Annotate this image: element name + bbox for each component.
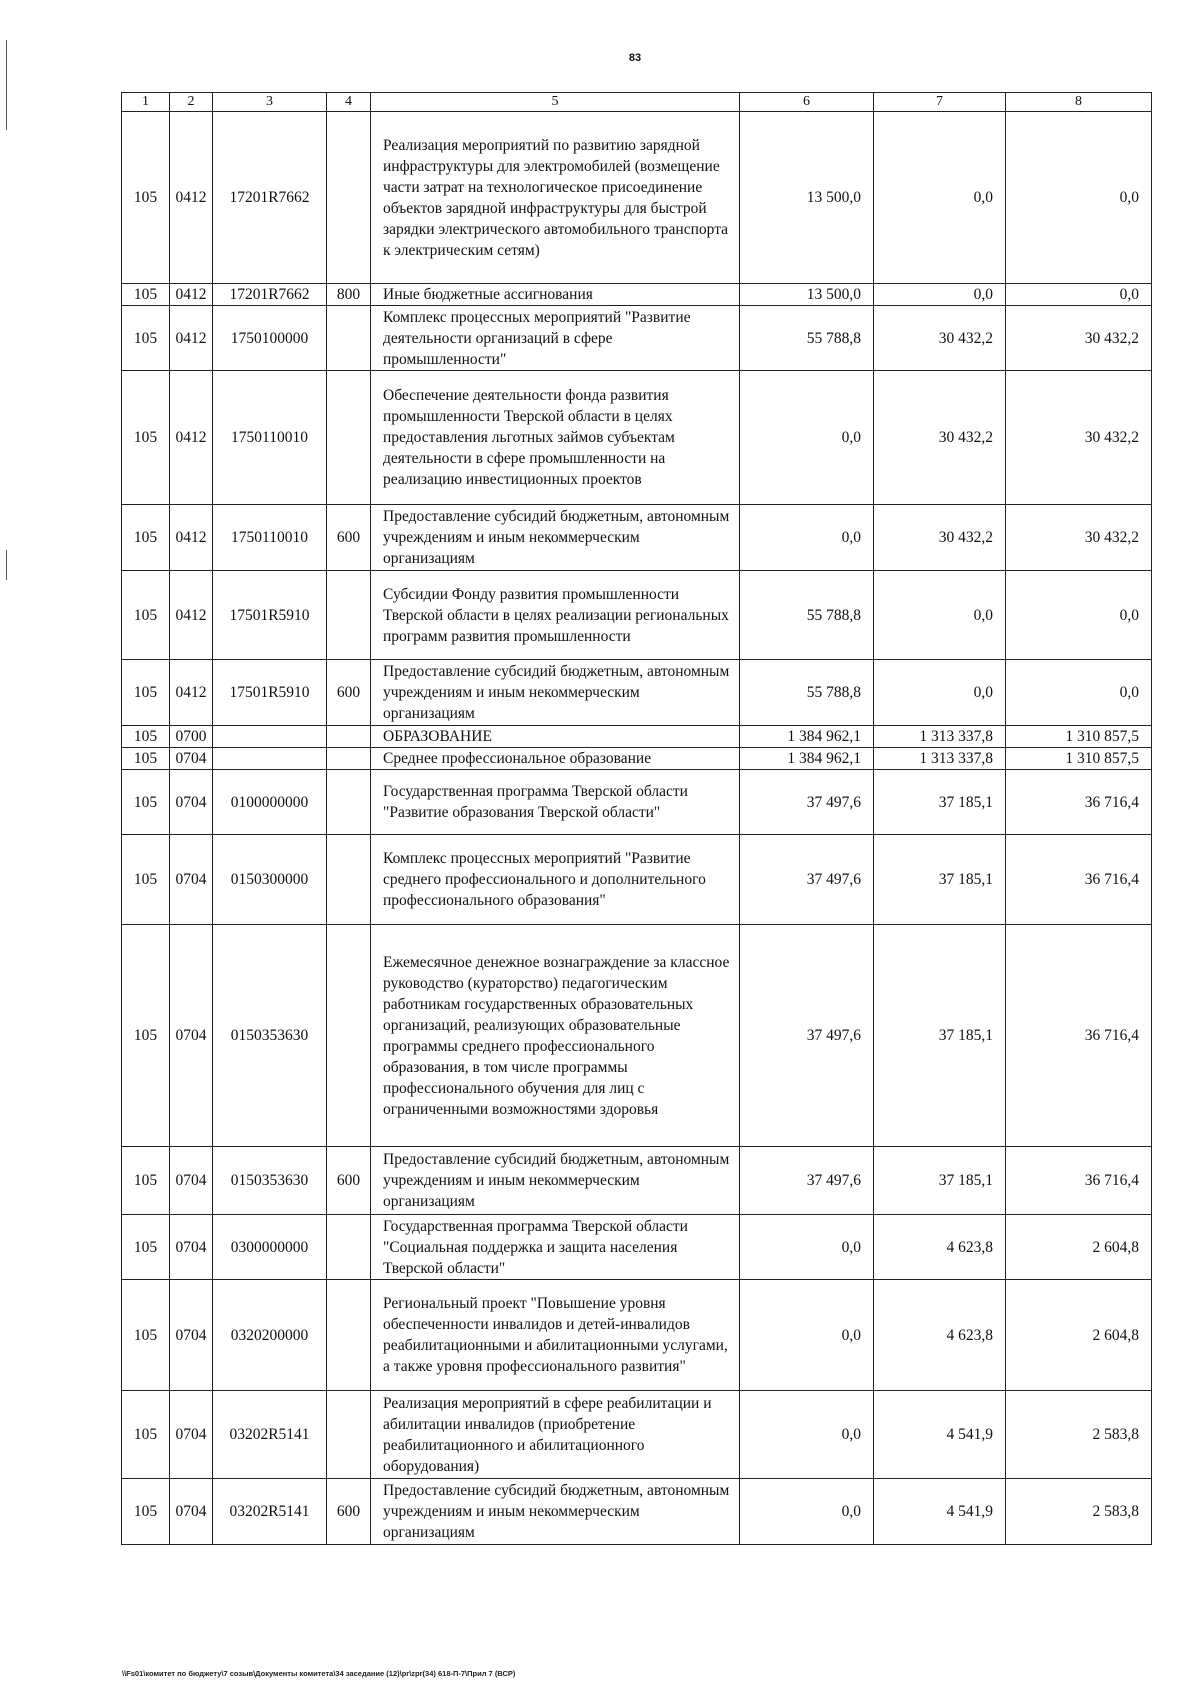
cell-admin-code: 105 <box>122 1479 170 1545</box>
cell-amount-year-1: 13 500,0 <box>740 112 874 284</box>
table-row <box>122 112 1152 284</box>
cell-expense-type: 600 <box>327 1147 371 1215</box>
cell-description: Иные бюджетные ассигнования <box>371 284 740 306</box>
cell-target-article: 0300000000 <box>213 1215 327 1280</box>
cell-section-code: 0412 <box>170 571 213 660</box>
cell-expense-type <box>327 925 371 1147</box>
column-header: 7 <box>874 93 1006 112</box>
table-row <box>122 660 1152 726</box>
cell-expense-type <box>327 1280 371 1391</box>
cell-amount-year-3: 2 583,8 <box>1006 1479 1152 1545</box>
table-row <box>122 1391 1152 1479</box>
cell-amount-year-3: 0,0 <box>1006 284 1152 306</box>
cell-target-article: 1750110010 <box>213 371 327 505</box>
cell-section-code: 0704 <box>170 748 213 770</box>
cell-expense-type: 600 <box>327 505 371 571</box>
cell-amount-year-1: 37 497,6 <box>740 770 874 835</box>
table-row <box>122 505 1152 571</box>
cell-target-article: 0320200000 <box>213 1280 327 1391</box>
budget-table <box>121 92 1152 1545</box>
column-header: 6 <box>740 93 874 112</box>
cell-section-code: 0412 <box>170 505 213 571</box>
cell-expense-type <box>327 1215 371 1280</box>
cell-admin-code: 105 <box>122 1280 170 1391</box>
cell-target-article: 0150300000 <box>213 835 327 925</box>
cell-expense-type <box>327 371 371 505</box>
file-path-footer: \\Fs01\комитет по бюджету\7 созыв\Документы комитета\34 заседание (12)\pr\zpr(34) 618-П-7\Прил 7 (ВСР) <box>122 1669 516 1678</box>
cell-description: Ежемесячное денежное вознаграждение за классное руководство (кураторство) педагогическим работникам государственных образовательных организаций, реализующих образовательные программы среднего профессионального образования, в том числе программы профессионального обучения для лиц с ограниченными возможностями здоровья <box>371 925 740 1147</box>
cell-section-code: 0704 <box>170 1479 213 1545</box>
cell-description: Предоставление субсидий бюджетным, автономным учреждениям и иным некоммерческим организациям <box>371 505 740 571</box>
cell-amount-year-1: 0,0 <box>740 1479 874 1545</box>
cell-amount-year-3: 30 432,2 <box>1006 371 1152 505</box>
cell-expense-type <box>327 112 371 284</box>
cell-admin-code: 105 <box>122 726 170 748</box>
cell-expense-type <box>327 770 371 835</box>
cell-section-code: 0412 <box>170 284 213 306</box>
cell-expense-type <box>327 571 371 660</box>
cell-expense-type <box>327 306 371 371</box>
cell-admin-code: 105 <box>122 770 170 835</box>
cell-expense-type: 600 <box>327 1479 371 1545</box>
cell-section-code: 0412 <box>170 660 213 726</box>
cell-amount-year-2: 30 432,2 <box>874 306 1006 371</box>
cell-amount-year-2: 37 185,1 <box>874 1147 1006 1215</box>
cell-amount-year-2: 1 313 337,8 <box>874 726 1006 748</box>
cell-admin-code: 105 <box>122 112 170 284</box>
cell-amount-year-2: 1 313 337,8 <box>874 748 1006 770</box>
table-row <box>122 371 1152 505</box>
cell-description: Обеспечение деятельности фонда развития промышленности Тверской области в целях предоставления льготных займов субъектам деятельности в сфере промышленности на реализацию инвестиционных проектов <box>371 371 740 505</box>
cell-amount-year-1: 13 500,0 <box>740 284 874 306</box>
header-row <box>122 93 1152 112</box>
cell-description: Предоставление субсидий бюджетным, автономным учреждениям и иным некоммерческим организациям <box>371 660 740 726</box>
cell-section-code: 0700 <box>170 726 213 748</box>
cell-admin-code: 105 <box>122 505 170 571</box>
cell-section-code: 0412 <box>170 306 213 371</box>
cell-section-code: 0704 <box>170 835 213 925</box>
cell-admin-code: 105 <box>122 1147 170 1215</box>
column-header: 3 <box>213 93 327 112</box>
cell-admin-code: 105 <box>122 835 170 925</box>
cell-admin-code: 105 <box>122 925 170 1147</box>
table-row <box>122 284 1152 306</box>
cell-amount-year-2: 0,0 <box>874 284 1006 306</box>
cell-amount-year-2: 30 432,2 <box>874 505 1006 571</box>
table-row <box>122 1280 1152 1391</box>
cell-target-article: 17501R5910 <box>213 571 327 660</box>
cell-description: Комплекс процессных мероприятий "Развитие деятельности организаций в сфере промышленности" <box>371 306 740 371</box>
cell-description: Среднее профессиональное образование <box>371 748 740 770</box>
column-header: 5 <box>371 93 740 112</box>
table-row <box>122 1147 1152 1215</box>
cell-target-article: 03202R5141 <box>213 1479 327 1545</box>
cell-amount-year-1: 55 788,8 <box>740 660 874 726</box>
cell-admin-code: 105 <box>122 284 170 306</box>
cell-amount-year-1: 0,0 <box>740 1280 874 1391</box>
cell-amount-year-3: 30 432,2 <box>1006 306 1152 371</box>
cell-amount-year-2: 0,0 <box>874 660 1006 726</box>
cell-target-article: 0100000000 <box>213 770 327 835</box>
cell-admin-code: 105 <box>122 1391 170 1479</box>
column-header: 2 <box>170 93 213 112</box>
table-row <box>122 770 1152 835</box>
cell-target-article: 1750100000 <box>213 306 327 371</box>
cell-admin-code: 105 <box>122 306 170 371</box>
cell-target-article <box>213 726 327 748</box>
cell-description: Предоставление субсидий бюджетным, автономным учреждениям и иным некоммерческим организациям <box>371 1147 740 1215</box>
cell-amount-year-1: 37 497,6 <box>740 835 874 925</box>
cell-amount-year-2: 0,0 <box>874 571 1006 660</box>
cell-amount-year-2: 0,0 <box>874 112 1006 284</box>
cell-amount-year-2: 4 623,8 <box>874 1280 1006 1391</box>
column-header: 4 <box>327 93 371 112</box>
cell-admin-code: 105 <box>122 660 170 726</box>
cell-amount-year-2: 4 541,9 <box>874 1479 1006 1545</box>
cell-amount-year-1: 0,0 <box>740 505 874 571</box>
cell-description: Государственная программа Тверской области "Развитие образования Тверской области" <box>371 770 740 835</box>
cell-amount-year-1: 55 788,8 <box>740 571 874 660</box>
cell-admin-code: 105 <box>122 748 170 770</box>
cell-expense-type <box>327 726 371 748</box>
cell-section-code: 0704 <box>170 1215 213 1280</box>
cell-amount-year-1: 37 497,6 <box>740 1147 874 1215</box>
cell-target-article: 1750110010 <box>213 505 327 571</box>
cell-description: Региональный проект "Повышение уровня обеспеченности инвалидов и детей-инвалидов реабилитационными и абилитационными услугами, а также уровня профессионального развития" <box>371 1280 740 1391</box>
cell-section-code: 0412 <box>170 112 213 284</box>
cell-description: Реализация мероприятий по развитию зарядной инфраструктуры для электромобилей (возмещение части затрат на технологическое присоединение объектов зарядной инфраструктуры для быстрой зарядки электрического автомобильного транспорта к электрическим сетям) <box>371 112 740 284</box>
cell-expense-type <box>327 1391 371 1479</box>
cell-target-article: 03202R5141 <box>213 1391 327 1479</box>
cell-description: ОБРАЗОВАНИЕ <box>371 726 740 748</box>
cell-target-article: 0150353630 <box>213 925 327 1147</box>
cell-description: Реализация мероприятий в сфере реабилитации и абилитации инвалидов (приобретение реабилитационного и абилитационного оборудования) <box>371 1391 740 1479</box>
cell-amount-year-3: 2 604,8 <box>1006 1215 1152 1280</box>
cell-amount-year-1: 1 384 962,1 <box>740 748 874 770</box>
cell-target-article: 0150353630 <box>213 1147 327 1215</box>
cell-amount-year-3: 36 716,4 <box>1006 1147 1152 1215</box>
cell-amount-year-1: 0,0 <box>740 1215 874 1280</box>
table-row <box>122 1479 1152 1545</box>
table-row <box>122 748 1152 770</box>
cell-amount-year-2: 30 432,2 <box>874 371 1006 505</box>
cell-amount-year-3: 36 716,4 <box>1006 835 1152 925</box>
cell-section-code: 0704 <box>170 1280 213 1391</box>
table-row <box>122 925 1152 1147</box>
table-body <box>122 112 1152 1545</box>
cell-section-code: 0412 <box>170 371 213 505</box>
table-row <box>122 726 1152 748</box>
cell-description: Комплекс процессных мероприятий "Развитие среднего профессионального и дополнительного профессионального образования" <box>371 835 740 925</box>
column-header: 1 <box>122 93 170 112</box>
cell-expense-type <box>327 748 371 770</box>
cell-admin-code: 105 <box>122 1215 170 1280</box>
cell-description: Государственная программа Тверской области "Социальная поддержка и защита населения Тверской области" <box>371 1215 740 1280</box>
cell-target-article <box>213 748 327 770</box>
cell-expense-type <box>327 835 371 925</box>
cell-amount-year-3: 0,0 <box>1006 660 1152 726</box>
table-row <box>122 835 1152 925</box>
cell-amount-year-2: 37 185,1 <box>874 770 1006 835</box>
cell-section-code: 0704 <box>170 1147 213 1215</box>
cell-admin-code: 105 <box>122 371 170 505</box>
cell-amount-year-1: 1 384 962,1 <box>740 726 874 748</box>
page-number: 83 <box>628 52 642 64</box>
table-row <box>122 1215 1152 1280</box>
table-row <box>122 571 1152 660</box>
table-row <box>122 306 1152 371</box>
cell-amount-year-2: 37 185,1 <box>874 925 1006 1147</box>
cell-description: Субсидии Фонду развития промышленности Тверской области в целях реализации региональных программ развития промышленности <box>371 571 740 660</box>
cell-amount-year-1: 0,0 <box>740 1391 874 1479</box>
cell-amount-year-3: 2 604,8 <box>1006 1280 1152 1391</box>
scan-edge-mark <box>6 550 7 580</box>
cell-target-article: 17501R5910 <box>213 660 327 726</box>
cell-amount-year-3: 0,0 <box>1006 112 1152 284</box>
cell-section-code: 0704 <box>170 925 213 1147</box>
cell-amount-year-3: 1 310 857,5 <box>1006 748 1152 770</box>
column-header: 8 <box>1006 93 1152 112</box>
cell-amount-year-2: 37 185,1 <box>874 835 1006 925</box>
cell-amount-year-3: 36 716,4 <box>1006 925 1152 1147</box>
cell-section-code: 0704 <box>170 770 213 835</box>
cell-expense-type: 600 <box>327 660 371 726</box>
cell-amount-year-2: 4 623,8 <box>874 1215 1006 1280</box>
cell-amount-year-3: 0,0 <box>1006 571 1152 660</box>
cell-target-article: 17201R7662 <box>213 284 327 306</box>
cell-section-code: 0704 <box>170 1391 213 1479</box>
cell-amount-year-1: 37 497,6 <box>740 925 874 1147</box>
cell-expense-type: 800 <box>327 284 371 306</box>
cell-amount-year-3: 30 432,2 <box>1006 505 1152 571</box>
cell-admin-code: 105 <box>122 571 170 660</box>
cell-amount-year-3: 2 583,8 <box>1006 1391 1152 1479</box>
cell-amount-year-3: 1 310 857,5 <box>1006 726 1152 748</box>
cell-target-article: 17201R7662 <box>213 112 327 284</box>
cell-amount-year-1: 55 788,8 <box>740 306 874 371</box>
cell-amount-year-3: 36 716,4 <box>1006 770 1152 835</box>
cell-amount-year-1: 0,0 <box>740 371 874 505</box>
cell-amount-year-2: 4 541,9 <box>874 1391 1006 1479</box>
cell-description: Предоставление субсидий бюджетным, автономным учреждениям и иным некоммерческим организациям <box>371 1479 740 1545</box>
